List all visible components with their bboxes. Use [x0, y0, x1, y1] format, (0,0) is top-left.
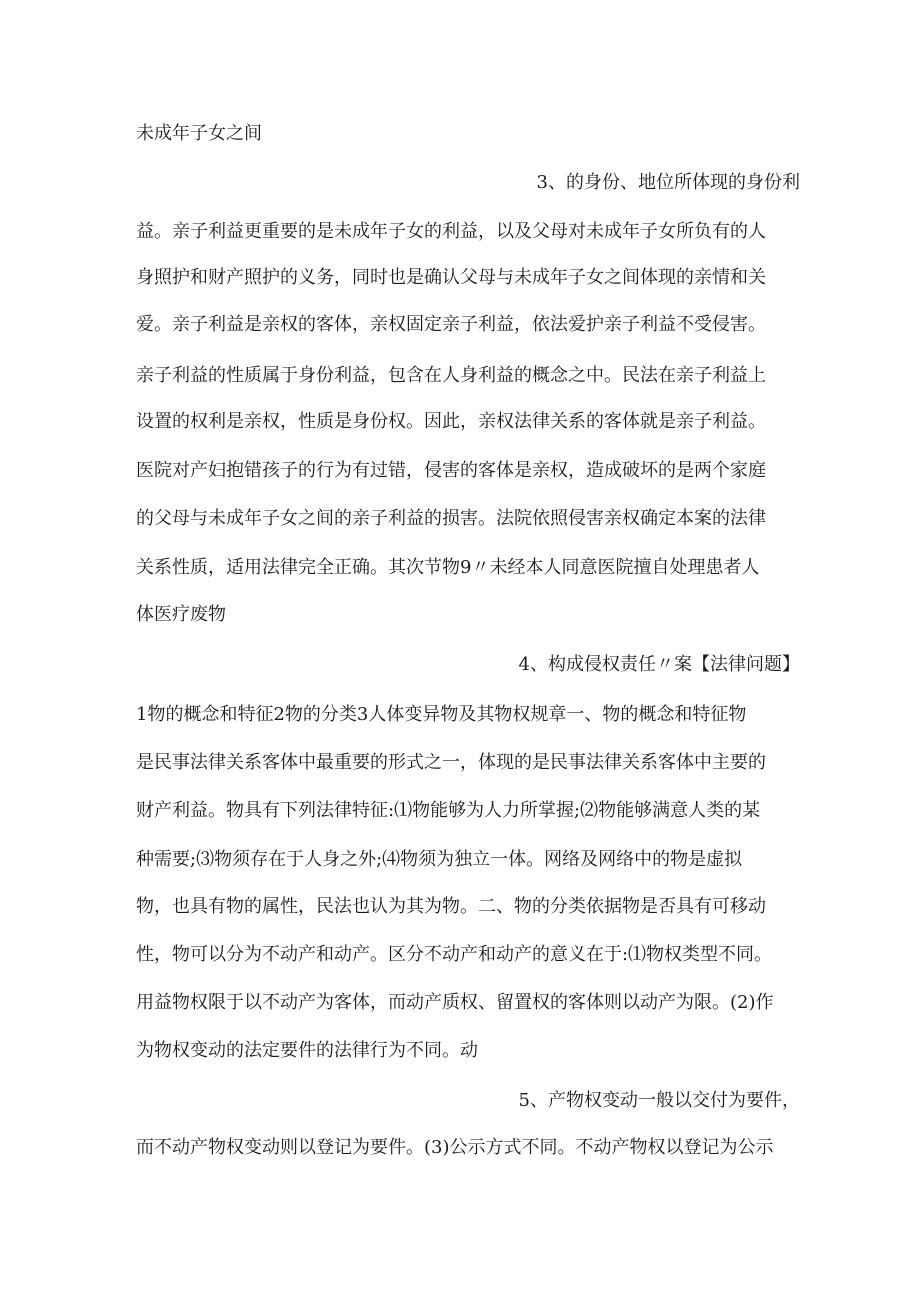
text-line: 是民事法律关系客体中最重要的形式之一，体现的是民事法律关系客体中主要的 [136, 752, 766, 773]
text-line: 爱。亲子利益是亲权的客体，亲权固定亲子利益，依法爱护亲子利益不受侵害。 [136, 314, 766, 335]
section-heading-3: 3、的身份、地位所体现的身份利 [536, 172, 800, 193]
text-line: 性，物可以分为不动产和动产。区分不动产和动产的意义在于:⑴物权类型不同。 [136, 944, 773, 965]
text-line: 为物权变动的法定要件的法律行为不同。动 [136, 1040, 478, 1061]
text-line: 亲子利益的性质属于身份利益，包含在人身利益的概念之中。民法在亲子利益上 [136, 365, 766, 386]
section-heading-4: 4、构成侵权责任〃案【法律问题】 [518, 654, 800, 675]
text-line: 体医疗废物 [136, 604, 226, 625]
text-line: 财产利益。物具有下列法律特征:⑴物能够为人力所掌握;⑵物能够满意人类的某 [136, 800, 761, 821]
text-line: 益。亲子利益更重要的是未成年子女的利益，以及父母对未成年子女所负有的人 [136, 221, 766, 242]
text-line: 的父母与未成年子女之间的亲子利益的损害。法院依照侵害亲权确定本案的法律 [136, 508, 766, 529]
text-line: 种需要;⑶物须存在于人身之外;⑷物须为独立一体。网络及网络中的物是虚拟 [136, 849, 743, 870]
text-line: 关系性质，适用法律完全正确。其次节物9〃未经本人同意医院擅自处理患者人 [136, 557, 760, 578]
text-line: 而不动产物权变动则以登记为要件。(3)公示方式不同。不动产物权以登记为公示 [136, 1137, 774, 1158]
text-line: 身照护和财产照护的义务，同时也是确认父母与未成年子女之间体现的亲情和关 [136, 267, 766, 288]
text-line: 医院对产妇抱错孩子的行为有过错，侵害的客体是亲权，造成破坏的是两个家庭 [136, 460, 766, 481]
text-line: 未成年子女之间 [136, 123, 262, 144]
text-line: 用益物权限于以不动产为客体，而动产质权、留置权的客体则以动产为限。(2)作 [136, 992, 774, 1013]
text-line: 1物的概念和特征2物的分类3人体变异物及其物权规章一、物的概念和特征物 [136, 704, 747, 725]
text-line: 设置的权利是亲权，性质是身份权。因此，亲权法律关系的客体就是亲子利益。 [136, 411, 766, 432]
text-line: 物，也具有物的属性，民法也认为其为物。二、物的分类依据物是否具有可移动 [136, 896, 766, 917]
section-heading-5: 5、产物权变动一般以交付为要件， [518, 1090, 800, 1111]
